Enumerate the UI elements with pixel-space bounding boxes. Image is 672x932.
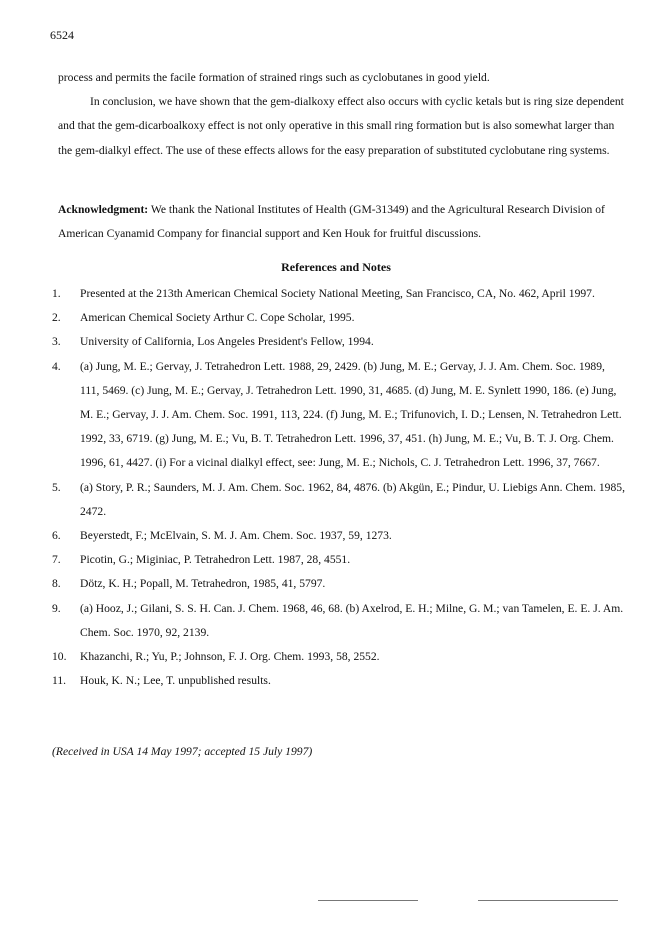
reference-text: Presented at the 213th American Chemical Society National Meeting, San Francisco, CA, No. 462, April 1997. xyxy=(80,287,595,300)
reference-text: (a) Story, P. R.; Saunders, M. J. Am. Chem. Soc. 1962, 84, 4876. (b) Akgün, E.; Pindur, U. Liebigs Ann. Chem. 1985, 2472. xyxy=(80,480,625,518)
reference-item xyxy=(52,330,626,354)
reference-item xyxy=(52,524,626,548)
reference-text: Dötz, K. H.; Popall, M. Tetrahedron, 1985, 41, 5797. xyxy=(80,577,326,591)
reference-text: Khazanchi, R.; Yu, P.; Johnson, F. J. Org. Chem. 1993, 58, 2552. xyxy=(80,650,380,664)
reference-number: 11. xyxy=(52,674,67,688)
reference-text: University of California, Los Angeles President's Fellow, 1994. xyxy=(80,335,374,349)
reference-number: 1. xyxy=(52,287,61,300)
reference-text: (a) Jung, M. E.; Gervay, J. Tetrahedron Lett. 1988, 29, 2429. (b) Jung, M. E.; Gervay, J. J. Am. Chem. Soc. 1989, 111, 5469. (c) Jung, M. E.; Gervay, J. Tetrahedron Lett. 1990, 31, 4685. (d) Jung, M. E. Synlett 1990, 186. (e) Jung, M. E.; Gervay, J. J. Am. Chem. Soc. 1991, 113, 224. (f) Jung, M. E.; Trifunovich, I. D.; Lensen, N. Tetrahedron Lett. 1992, 33, 6719. (g) Jung, M. E.; Vu, B. T. Tetrahedron Lett. 1996, 37, 451. (h) Jung, M. E.; Vu, B. T. J. Org. Chem. 1996, 61, 4427. (i) For a vicinal dialkyl effect, see: Jung, M. E.; Nichols, C. J. Tetrahedron Lett. 1996, 37, 7667. xyxy=(80,359,622,470)
reference-item xyxy=(52,306,626,330)
references-title: References and Notes xyxy=(281,260,391,274)
reference-number: 8. xyxy=(52,577,61,591)
reference-item xyxy=(52,669,626,693)
acknowledgment xyxy=(58,198,626,246)
reference-item xyxy=(52,645,626,669)
reference-number: 9. xyxy=(52,601,61,615)
paragraph: In conclusion, we have shown that the gem-dialkoxy effect also occurs with cyclic ketals but is ring size dependent and that the gem-dicarboalkoxy effect is not only operative in this small ring formation but is also somewhat larger than the gem-dialkyl effect. The use of these effects allows for the easy preparation of substituted cyclobutane ring systems. xyxy=(58,95,624,157)
reference-number: 6. xyxy=(52,529,61,543)
reference-item xyxy=(52,548,626,572)
reference-text: (a) Hooz, J.; Gilani, S. S. H. Can. J. Chem. 1968, 46, 68. (b) Axelrod, E. H.; Milne, G. M.; van Tamelen, E. E. J. Am. Chem. Soc. 1970, 92, 2139. xyxy=(80,601,624,639)
reference-item xyxy=(52,597,626,645)
reference-text: American Chemical Society Arthur C. Cope Scholar, 1995. xyxy=(80,311,355,325)
reference-text: Beyerstedt, F.; McElvain, S. M. J. Am. Chem. Soc. 1937, 59, 1273. xyxy=(80,529,392,543)
reference-item xyxy=(52,476,626,524)
acknowledgment-label: Acknowledgment: xyxy=(58,203,149,216)
reference-text: Picotin, G.; Miginiac, P. Tetrahedron Lett. 1987, 28, 4551. xyxy=(80,553,351,567)
scan-artifact xyxy=(478,900,618,901)
reference-number: 5. xyxy=(52,480,61,494)
reference-item xyxy=(52,355,626,476)
reference-number: 10. xyxy=(52,650,67,664)
scan-artifact xyxy=(318,900,418,901)
received-date xyxy=(52,745,312,758)
reference-item xyxy=(52,282,626,306)
body-text xyxy=(58,66,626,163)
received-text: (Received in USA 14 May 1997; accepted 15 July 1997) xyxy=(52,745,313,758)
reference-number: 3. xyxy=(52,335,61,349)
references-list xyxy=(52,282,626,693)
page-number: 6524 xyxy=(50,28,74,42)
reference-number: 7. xyxy=(52,553,61,567)
reference-number: 2. xyxy=(52,311,61,325)
acknowledgment-text: We thank the National Institutes of Health (GM-31349) and the Agricultural Research Division of American Cyanamid Company for financial support and Ken Houk for fruitful discussions. xyxy=(58,203,605,240)
reference-number: 4. xyxy=(52,359,61,373)
paragraph: process and permits the facile formation of strained rings such as cyclobutanes in good yield. xyxy=(58,71,490,84)
reference-text: Houk, K. N.; Lee, T. unpublished results. xyxy=(80,674,271,688)
reference-item xyxy=(52,572,626,596)
